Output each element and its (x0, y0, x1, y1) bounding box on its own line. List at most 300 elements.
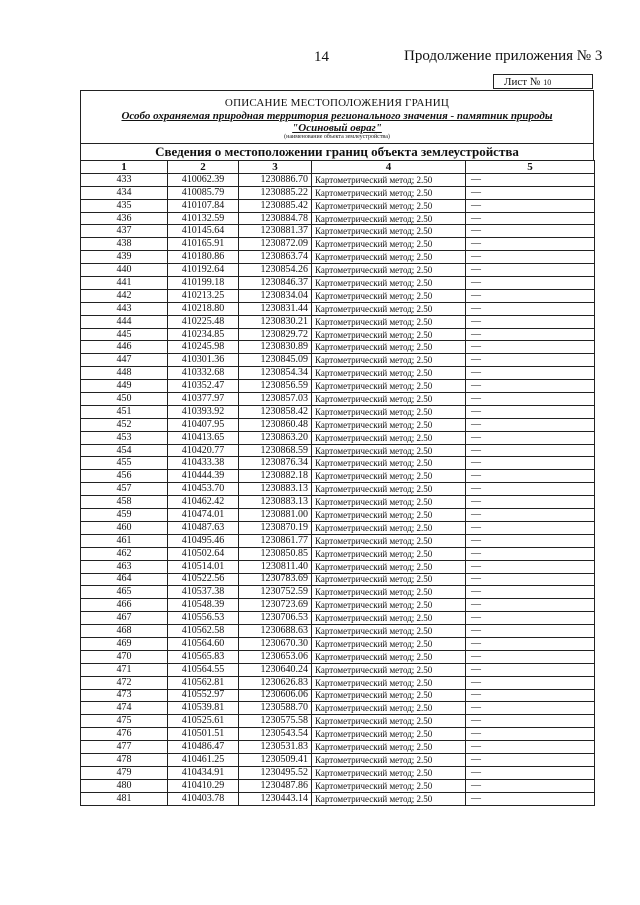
column-header: 1 (81, 161, 168, 174)
description-cell: — (466, 547, 595, 560)
method-cell: Картометрический метод; 2.50 (312, 457, 466, 470)
method-cell: Картометрический метод; 2.50 (312, 264, 466, 277)
y-coordinate-cell: 1230588.70 (239, 702, 312, 715)
table-row (81, 728, 595, 741)
point-number-cell: 480 (81, 779, 168, 792)
x-coordinate-cell: 410502.64 (168, 547, 239, 560)
table-row (81, 586, 595, 599)
method-cell: Картометрический метод; 2.50 (312, 199, 466, 212)
point-number-cell: 434 (81, 186, 168, 199)
description-cell: — (466, 444, 595, 457)
x-coordinate-cell: 410192.64 (168, 264, 239, 277)
x-coordinate-cell: 410434.91 (168, 766, 239, 779)
method-cell: Картометрический метод; 2.50 (312, 431, 466, 444)
description-cell: — (466, 315, 595, 328)
x-coordinate-cell: 410234.85 (168, 328, 239, 341)
table-row (81, 315, 595, 328)
y-coordinate-cell: 1230606.06 (239, 689, 312, 702)
description-cell: — (466, 625, 595, 638)
table-row (81, 637, 595, 650)
description-cell: — (466, 199, 595, 212)
table-row (81, 676, 595, 689)
table-row (81, 173, 595, 186)
point-number-cell: 444 (81, 315, 168, 328)
x-coordinate-cell: 410213.25 (168, 289, 239, 302)
x-coordinate-cell: 410085.79 (168, 186, 239, 199)
y-coordinate-cell: 1230881.00 (239, 509, 312, 522)
point-number-cell: 464 (81, 573, 168, 586)
method-cell: Картометрический метод; 2.50 (312, 380, 466, 393)
method-cell: Картометрический метод; 2.50 (312, 689, 466, 702)
y-coordinate-cell: 1230870.19 (239, 521, 312, 534)
point-number-cell: 475 (81, 715, 168, 728)
y-coordinate-cell: 1230830.89 (239, 341, 312, 354)
y-coordinate-cell: 1230876.34 (239, 457, 312, 470)
method-cell: Картометрический метод; 2.50 (312, 715, 466, 728)
point-number-cell: 471 (81, 663, 168, 676)
object-caption: (наименование объекта землеустройства) (284, 134, 390, 140)
point-number-cell: 454 (81, 444, 168, 457)
x-coordinate-cell: 410165.91 (168, 238, 239, 251)
method-cell: Картометрический метод; 2.50 (312, 418, 466, 431)
table-row (81, 367, 595, 380)
description-cell: — (466, 650, 595, 663)
description-cell: — (466, 728, 595, 741)
x-coordinate-cell: 410487.63 (168, 521, 239, 534)
description-cell: — (466, 586, 595, 599)
description-cell: — (466, 289, 595, 302)
description-cell: — (466, 753, 595, 766)
y-coordinate-cell: 1230783.69 (239, 573, 312, 586)
description-cell: — (466, 573, 595, 586)
method-cell: Картометрический метод; 2.50 (312, 586, 466, 599)
description-cell: — (466, 251, 595, 264)
method-cell: Картометрический метод; 2.50 (312, 753, 466, 766)
point-number-cell: 450 (81, 393, 168, 406)
x-coordinate-cell: 410145.64 (168, 225, 239, 238)
description-cell: — (466, 612, 595, 625)
x-coordinate-cell: 410062.39 (168, 173, 239, 186)
table-row (81, 199, 595, 212)
x-coordinate-cell: 410407.95 (168, 418, 239, 431)
y-coordinate-cell: 1230854.34 (239, 367, 312, 380)
description-cell: — (466, 393, 595, 406)
y-coordinate-cell: 1230653.06 (239, 650, 312, 663)
y-coordinate-cell: 1230886.70 (239, 173, 312, 186)
description-cell: — (466, 534, 595, 547)
y-coordinate-cell: 1230443.14 (239, 792, 312, 805)
table-row (81, 302, 595, 315)
description-cell: — (466, 431, 595, 444)
y-coordinate-cell: 1230509.41 (239, 753, 312, 766)
y-coordinate-cell: 1230834.04 (239, 289, 312, 302)
method-cell: Картометрический метод; 2.50 (312, 663, 466, 676)
x-coordinate-cell: 410301.36 (168, 354, 239, 367)
method-cell: Картометрический метод; 2.50 (312, 676, 466, 689)
description-cell: — (466, 766, 595, 779)
x-coordinate-cell: 410562.58 (168, 625, 239, 638)
y-coordinate-cell: 1230688.63 (239, 625, 312, 638)
x-coordinate-cell: 410403.78 (168, 792, 239, 805)
x-coordinate-cell: 410180.86 (168, 251, 239, 264)
x-coordinate-cell: 410377.97 (168, 393, 239, 406)
table-row (81, 741, 595, 754)
x-coordinate-cell: 410525.61 (168, 715, 239, 728)
description-cell: — (466, 560, 595, 573)
table-row (81, 573, 595, 586)
x-coordinate-cell: 410461.25 (168, 753, 239, 766)
description-cell: — (466, 521, 595, 534)
method-cell: Картометрический метод; 2.50 (312, 238, 466, 251)
point-number-cell: 458 (81, 496, 168, 509)
method-cell: Картометрический метод; 2.50 (312, 444, 466, 457)
point-number-cell: 468 (81, 625, 168, 638)
point-number-cell: 439 (81, 251, 168, 264)
description-cell: — (466, 264, 595, 277)
point-number-cell: 436 (81, 212, 168, 225)
sheet-number-box (493, 74, 593, 89)
point-number-cell: 447 (81, 354, 168, 367)
description-cell: — (466, 599, 595, 612)
y-coordinate-cell: 1230882.18 (239, 470, 312, 483)
x-coordinate-cell: 410420.77 (168, 444, 239, 457)
description-cell: — (466, 380, 595, 393)
table-row (81, 663, 595, 676)
table-body (81, 173, 595, 805)
table-row (81, 470, 595, 483)
y-coordinate-cell: 1230575.58 (239, 715, 312, 728)
point-number-cell: 481 (81, 792, 168, 805)
method-cell: Картометрический метод; 2.50 (312, 212, 466, 225)
table-row (81, 534, 595, 547)
table-row (81, 599, 595, 612)
x-coordinate-cell: 410107.84 (168, 199, 239, 212)
description-cell: — (466, 637, 595, 650)
point-number-cell: 437 (81, 225, 168, 238)
point-number-cell: 452 (81, 418, 168, 431)
method-cell: Картометрический метод; 2.50 (312, 534, 466, 547)
method-cell: Картометрический метод; 2.50 (312, 405, 466, 418)
method-cell: Картометрический метод; 2.50 (312, 328, 466, 341)
point-number-cell: 440 (81, 264, 168, 277)
document-title: ОПИСАНИЕ МЕСТОПОЛОЖЕНИЯ ГРАНИЦ (224, 97, 450, 109)
description-cell: — (466, 354, 595, 367)
method-cell: Картометрический метод; 2.50 (312, 251, 466, 264)
y-coordinate-cell: 1230856.59 (239, 380, 312, 393)
table-row (81, 225, 595, 238)
x-coordinate-cell: 410514.01 (168, 560, 239, 573)
x-coordinate-cell: 410486.47 (168, 741, 239, 754)
method-cell: Картометрический метод; 2.50 (312, 625, 466, 638)
table-row (81, 328, 595, 341)
x-coordinate-cell: 410218.80 (168, 302, 239, 315)
point-number-cell: 443 (81, 302, 168, 315)
description-cell: — (466, 302, 595, 315)
point-number-cell: 466 (81, 599, 168, 612)
y-coordinate-cell: 1230626.83 (239, 676, 312, 689)
point-number-cell: 442 (81, 289, 168, 302)
y-coordinate-cell: 1230670.30 (239, 637, 312, 650)
point-number-cell: 438 (81, 238, 168, 251)
description-cell: — (466, 341, 595, 354)
y-coordinate-cell: 1230858.42 (239, 405, 312, 418)
method-cell: Картометрический метод; 2.50 (312, 599, 466, 612)
description-cell: — (466, 238, 595, 251)
y-coordinate-cell: 1230860.48 (239, 418, 312, 431)
table-row (81, 457, 595, 470)
point-number-cell: 470 (81, 650, 168, 663)
table-row (81, 444, 595, 457)
method-cell: Картометрический метод; 2.50 (312, 521, 466, 534)
table-row (81, 212, 595, 225)
method-cell: Картометрический метод; 2.50 (312, 367, 466, 380)
method-cell: Картометрический метод; 2.50 (312, 173, 466, 186)
point-number-cell: 473 (81, 689, 168, 702)
point-number-cell: 478 (81, 753, 168, 766)
point-number-cell: 441 (81, 277, 168, 290)
method-cell: Картометрический метод; 2.50 (312, 728, 466, 741)
y-coordinate-cell: 1230531.83 (239, 741, 312, 754)
table-row (81, 405, 595, 418)
x-coordinate-cell: 410393.92 (168, 405, 239, 418)
point-number-cell: 462 (81, 547, 168, 560)
y-coordinate-cell: 1230868.59 (239, 444, 312, 457)
y-coordinate-cell: 1230811.40 (239, 560, 312, 573)
x-coordinate-cell: 410132.59 (168, 212, 239, 225)
y-coordinate-cell: 1230706.53 (239, 612, 312, 625)
point-number-cell: 461 (81, 534, 168, 547)
point-number-cell: 472 (81, 676, 168, 689)
point-number-cell: 479 (81, 766, 168, 779)
method-cell: Картометрический метод; 2.50 (312, 741, 466, 754)
point-number-cell: 451 (81, 405, 168, 418)
description-cell: — (466, 496, 595, 509)
table-row (81, 547, 595, 560)
method-cell: Картометрический метод; 2.50 (312, 509, 466, 522)
x-coordinate-cell: 410556.53 (168, 612, 239, 625)
table-row (81, 792, 595, 805)
x-coordinate-cell: 410352.47 (168, 380, 239, 393)
table-row (81, 689, 595, 702)
object-name: "Осиновый овраг" (292, 122, 382, 134)
description-cell: — (466, 792, 595, 805)
y-coordinate-cell: 1230885.22 (239, 186, 312, 199)
x-coordinate-cell: 410552.97 (168, 689, 239, 702)
x-coordinate-cell: 410562.81 (168, 676, 239, 689)
x-coordinate-cell: 410433.38 (168, 457, 239, 470)
table-row (81, 779, 595, 792)
method-cell: Картометрический метод; 2.50 (312, 354, 466, 367)
x-coordinate-cell: 410245.98 (168, 341, 239, 354)
point-number-cell: 465 (81, 586, 168, 599)
column-header: 2 (168, 161, 239, 174)
table-row (81, 341, 595, 354)
description-cell: — (466, 702, 595, 715)
table-header-row (81, 161, 595, 174)
x-coordinate-cell: 410332.68 (168, 367, 239, 380)
table-row (81, 612, 595, 625)
description-cell: — (466, 418, 595, 431)
description-cell: — (466, 457, 595, 470)
method-cell: Картометрический метод; 2.50 (312, 650, 466, 663)
description-cell: — (466, 186, 595, 199)
sheet-label: Лист № (504, 76, 541, 88)
y-coordinate-cell: 1230863.20 (239, 431, 312, 444)
method-cell: Картометрический метод; 2.50 (312, 302, 466, 315)
point-number-cell: 460 (81, 521, 168, 534)
x-coordinate-cell: 410453.70 (168, 483, 239, 496)
point-number-cell: 456 (81, 470, 168, 483)
table-row (81, 496, 595, 509)
method-cell: Картометрический метод; 2.50 (312, 560, 466, 573)
table-row (81, 238, 595, 251)
y-coordinate-cell: 1230872.09 (239, 238, 312, 251)
description-cell: — (466, 509, 595, 522)
y-coordinate-cell: 1230845.09 (239, 354, 312, 367)
y-coordinate-cell: 1230640.24 (239, 663, 312, 676)
y-coordinate-cell: 1230884.78 (239, 212, 312, 225)
description-cell: — (466, 225, 595, 238)
table-row (81, 251, 595, 264)
coordinates-table (80, 160, 595, 806)
method-cell: Картометрический метод; 2.50 (312, 483, 466, 496)
x-coordinate-cell: 410565.83 (168, 650, 239, 663)
x-coordinate-cell: 410410.29 (168, 779, 239, 792)
table-row (81, 264, 595, 277)
description-cell: — (466, 328, 595, 341)
point-number-cell: 446 (81, 341, 168, 354)
table-row (81, 766, 595, 779)
description-cell: — (466, 367, 595, 380)
y-coordinate-cell: 1230854.26 (239, 264, 312, 277)
method-cell: Картометрический метод; 2.50 (312, 766, 466, 779)
method-cell: Картометрический метод; 2.50 (312, 341, 466, 354)
description-cell: — (466, 676, 595, 689)
description-cell: — (466, 212, 595, 225)
point-number-cell: 474 (81, 702, 168, 715)
description-cell: — (466, 663, 595, 676)
description-cell: — (466, 277, 595, 290)
method-cell: Картометрический метод; 2.50 (312, 225, 466, 238)
y-coordinate-cell: 1230863.74 (239, 251, 312, 264)
table-row (81, 186, 595, 199)
table-row (81, 753, 595, 766)
point-number-cell: 455 (81, 457, 168, 470)
x-coordinate-cell: 410522.56 (168, 573, 239, 586)
table-row (81, 289, 595, 302)
table-row (81, 354, 595, 367)
x-coordinate-cell: 410474.01 (168, 509, 239, 522)
description-cell: — (466, 173, 595, 186)
method-cell: Картометрический метод; 2.50 (312, 393, 466, 406)
section-title: Сведения о местоположении границ объекта землеустройства (80, 143, 594, 161)
point-number-cell: 467 (81, 612, 168, 625)
table-row (81, 650, 595, 663)
page-number: 14 (314, 49, 329, 65)
y-coordinate-cell: 1230831.44 (239, 302, 312, 315)
point-number-cell: 453 (81, 431, 168, 444)
y-coordinate-cell: 1230881.37 (239, 225, 312, 238)
method-cell: Картометрический метод; 2.50 (312, 547, 466, 560)
table-row (81, 380, 595, 393)
method-cell: Картометрический метод; 2.50 (312, 289, 466, 302)
y-coordinate-cell: 1230752.59 (239, 586, 312, 599)
x-coordinate-cell: 410199.18 (168, 277, 239, 290)
column-header: 4 (312, 161, 466, 174)
y-coordinate-cell: 1230846.37 (239, 277, 312, 290)
point-number-cell: 449 (81, 380, 168, 393)
method-cell: Картометрический метод; 2.50 (312, 612, 466, 625)
method-cell: Картометрический метод; 2.50 (312, 315, 466, 328)
point-number-cell: 445 (81, 328, 168, 341)
column-header: 5 (466, 161, 595, 174)
method-cell: Картометрический метод; 2.50 (312, 496, 466, 509)
description-cell: — (466, 715, 595, 728)
point-number-cell: 435 (81, 199, 168, 212)
table-row (81, 393, 595, 406)
y-coordinate-cell: 1230487.86 (239, 779, 312, 792)
description-cell: — (466, 405, 595, 418)
description-cell: — (466, 779, 595, 792)
point-number-cell: 448 (81, 367, 168, 380)
method-cell: Картометрический метод; 2.50 (312, 186, 466, 199)
x-coordinate-cell: 410495.46 (168, 534, 239, 547)
y-coordinate-cell: 1230543.54 (239, 728, 312, 741)
point-number-cell: 457 (81, 483, 168, 496)
table-row (81, 715, 595, 728)
point-number-cell: 433 (81, 173, 168, 186)
x-coordinate-cell: 410564.55 (168, 663, 239, 676)
table-row (81, 560, 595, 573)
table-row (81, 625, 595, 638)
y-coordinate-cell: 1230883.13 (239, 496, 312, 509)
x-coordinate-cell: 410564.60 (168, 637, 239, 650)
point-number-cell: 459 (81, 509, 168, 522)
description-cell: — (466, 470, 595, 483)
method-cell: Картометрический метод; 2.50 (312, 702, 466, 715)
y-coordinate-cell: 1230857.03 (239, 393, 312, 406)
description-cell: — (466, 741, 595, 754)
y-coordinate-cell: 1230885.42 (239, 199, 312, 212)
table-row (81, 509, 595, 522)
y-coordinate-cell: 1230850.85 (239, 547, 312, 560)
y-coordinate-cell: 1230830.21 (239, 315, 312, 328)
method-cell: Картометрический метод; 2.50 (312, 277, 466, 290)
table-row (81, 483, 595, 496)
table-row (81, 418, 595, 431)
y-coordinate-cell: 1230861.77 (239, 534, 312, 547)
table-row (81, 277, 595, 290)
y-coordinate-cell: 1230723.69 (239, 599, 312, 612)
description-cell: — (466, 689, 595, 702)
x-coordinate-cell: 410548.39 (168, 599, 239, 612)
x-coordinate-cell: 410501.51 (168, 728, 239, 741)
column-header: 3 (239, 161, 312, 174)
table-row (81, 431, 595, 444)
table-row (81, 521, 595, 534)
x-coordinate-cell: 410225.48 (168, 315, 239, 328)
x-coordinate-cell: 410444.39 (168, 470, 239, 483)
appendix-heading: Продолжение приложения № 3 (404, 48, 603, 64)
description-cell: — (466, 483, 595, 496)
y-coordinate-cell: 1230495.52 (239, 766, 312, 779)
point-number-cell: 463 (81, 560, 168, 573)
y-coordinate-cell: 1230883.13 (239, 483, 312, 496)
method-cell: Картометрический метод; 2.50 (312, 637, 466, 650)
x-coordinate-cell: 410537.38 (168, 586, 239, 599)
sheet-number: 10 (543, 78, 552, 87)
x-coordinate-cell: 410539.81 (168, 702, 239, 715)
